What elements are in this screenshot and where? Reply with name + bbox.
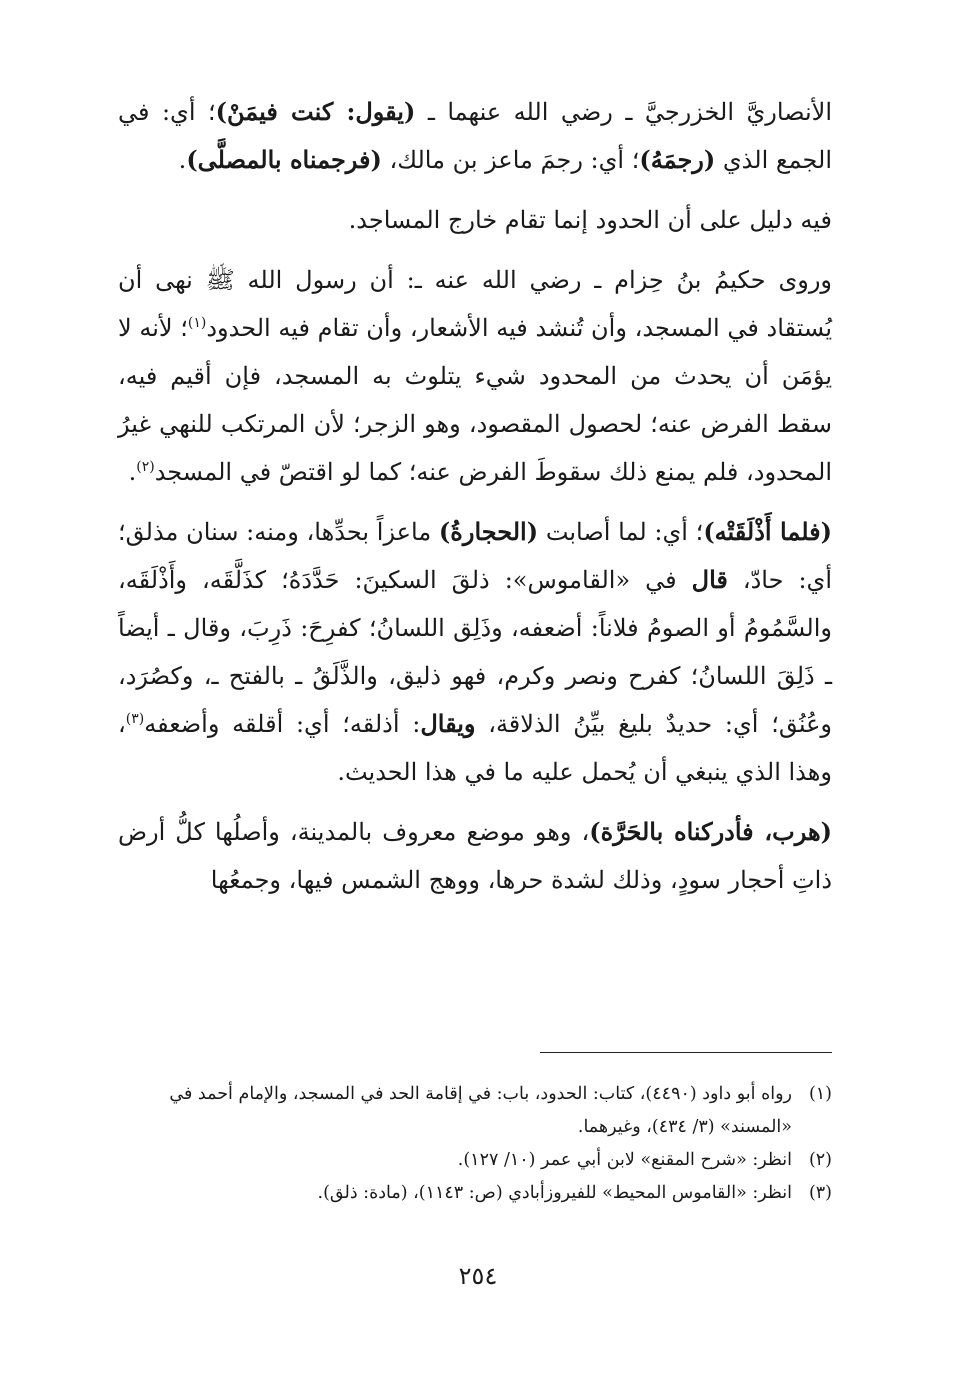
footnote-ref-1[interactable]: (١) [187,315,207,331]
footnotes [160,1078,832,1210]
text-run: : أذلقه؛ أي: أقلقه وأضعفه [144,710,421,738]
footnote-ref-2[interactable]: (٢) [136,459,155,475]
text-run: ؛ أي: في الجمع الذي [118,98,832,174]
footnote-2 [160,1144,832,1177]
paragraph-2 [118,196,832,244]
text-run: ، وهذا الذي ينبغي أن يُحمل عليه ما في هذا الحديث. [118,710,832,786]
text-run: وروى حكيمُ بنُ حِزام ـ رضي الله عنه ـ: أن رسول الله ﷺ نهى أن يُستقاد في المسجد، وأن تُنشد فيه الأشعار، وأن تقام فيه الحدود [118,266,832,342]
text-run: فيه دليل على أن الحدود إنما تقام خارج المساجد. [348,206,832,234]
text-run: . [128,458,137,486]
paragraph-4 [118,508,832,796]
paragraph-3 [118,256,832,496]
footnote-number: (١) [808,1084,832,1104]
footnote-divider [540,1052,832,1053]
paragraph-5 [118,808,832,904]
bold-word: قال [691,565,728,594]
footnote-text: رواه أبو داود (٤٤٩٠)، كتاب: الحدود، باب: في إقامة الحد في المسجد، والإمام أحمد في «المسند» (٣/ ٤٣٤)، وغيرهما. [169,1084,792,1137]
page-number: ٢٥٤ [458,1262,498,1290]
text-run: ؛ أي: لما أصابت [538,518,704,546]
bold-quote: (فلما أَذْلَقَتْه) [703,517,833,546]
bold-quote: (هرب، فأدركناه بالحَرَّة) [589,817,832,846]
footnote-1 [160,1078,832,1144]
text-run: ؛ أي: رجمَ ماعز بن مالك، [381,146,640,174]
text-run: ماعزاً بحدِّها، ومنه: سنان مذلق؛ أي: حادّ، [118,518,832,594]
footnote-text: انظر: «شرح المقنع» لابن أبي عمر (١٠/ ١٢٧). [457,1150,792,1170]
bold-quote: (رجمَهُ) [639,145,716,174]
footnote-text: انظر: «القاموس المحيط» للفيروزأبادي (ص: ١١٤٣)، (مادة: ذلق). [317,1183,792,1203]
footnote-number: (٢) [808,1150,832,1170]
bold-quote: (يقول: كنت فيمَنْ) [215,97,416,126]
bold-quote: (فرجمناه بالمصلَّى) [186,145,382,174]
main-text [118,88,832,904]
footnote-3 [160,1177,832,1210]
paragraph-1 [118,88,832,184]
text-run: في «القاموس»: ذلقَ السكينَ: حَدَّدَهُ؛ كذَلَّقَه، وأَذْلَقَه، والسَّمُومُ أو الصومُ فلاناً: أضعفه، وذَلِق اللسانُ؛ كفرِحَ: ذَرِبَ، وقال ـ أيضاً ـ ذَلِقَ اللسانُ؛ كفرح ونصر وكرم، فهو ذليق، والذَّلَقُ ـ بالفتح ـ، وكصُرَد، وعُنُق؛ أي: حديدٌ بليغ بيِّنُ الذلاقة، [118,566,832,738]
footnote-ref-3[interactable]: (٣) [125,711,145,727]
text-run: . [178,146,187,174]
text-run: ؛ لأنه لا يؤمَن أن يحدث من المحدود شيء يتلوث به المسجد، فإن أقيم فيه، سقط الفرض عنه؛ لحصول المقصود، وهو الزجر؛ لأن المرتكب للنهي غيرُ المحدود، فلم يمنع ذلك سقوطَ الفرض عنه؛ كما لو اقتصّ في المسجد [118,314,833,486]
text-run: الأنصاريَّ الخزرجيَّ ـ رضي الله عنهما ـ [415,98,833,126]
bold-word: ويقال [420,709,476,738]
text-run: ، وهو موضع معروف بالمدينة، وأصلُها كلُّ أرض ذاتِ أحجار سودٍ، وذلك لشدة حرها، ووهج الشمس فيها، وجمعُها [118,818,832,894]
footnote-number: (٣) [808,1183,832,1203]
bold-quote: (الحجارةُ) [438,517,539,546]
